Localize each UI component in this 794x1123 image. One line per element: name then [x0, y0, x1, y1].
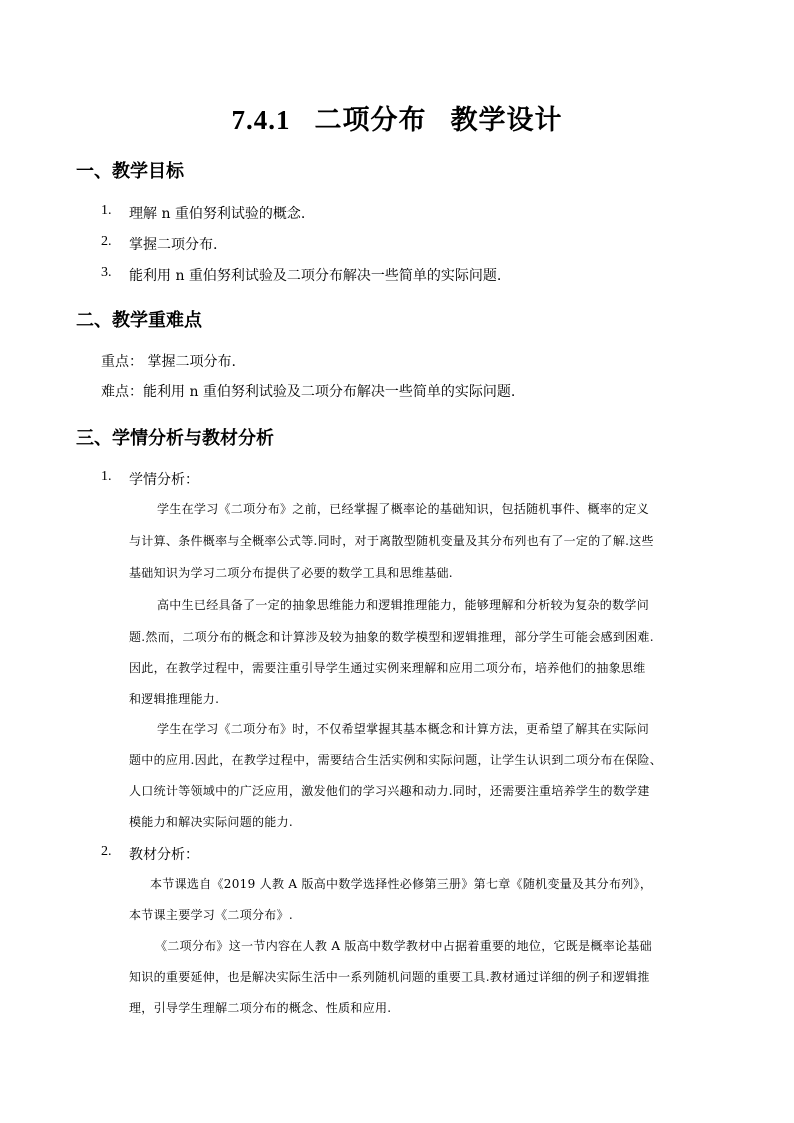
paragraph-line: 《二项分布》这一节内容在人教 A 版高中数学教材中占据着重要的地位，它既是概率论基础: [155, 939, 652, 953]
paragraph-line: 知识的重要延伸，也是解决实际生活中一系列随机问题的重要工具.教材通过详细的例子和逻辑推: [129, 970, 650, 984]
paragraph-line: 理，引导学生理解二项分布的概念、性质和应用.: [129, 1001, 392, 1015]
difficult-point-line: 难点：能利用 n 重伯努利试验及二项分布解决一些简单的实际问题.: [101, 384, 516, 400]
paragraph-line: 本节课选自《2019 人教 A 版高中数学选择性必修第三册》第七章《随机变量及其分布列》，: [150, 877, 653, 891]
paragraph-line: 与计算、条件概率与全概率公式等.同时，对于离散型随机变量及其分布列也有了一定的了解.这些: [129, 534, 654, 548]
paragraph-line: 学生在学习《二项分布》时，不仅希望掌握其基本概念和计算方法，更希望了解其在实际问: [157, 722, 650, 736]
paragraph-line: 学生在学习《二项分布》之前，已经掌握了概率论的基础知识，包括随机事件、概率的定义: [157, 502, 650, 516]
paragraph-line: 题.然而，二项分布的概念和计算涉及较为抽象的数学模型和逻辑推理，部分学生可能会感到困难.: [129, 630, 654, 644]
section-heading-key-points: 二、教学重难点: [76, 310, 202, 331]
paragraph-line: 本节课主要学习《二项分布》.: [129, 908, 294, 922]
list-number: 1.: [101, 203, 112, 218]
subsection-label: 教材分析：: [129, 847, 199, 863]
paragraph-line: 因此，在教学过程中，需要注重引导学生通过实例来理解和应用二项分布，培养他们的抽象思维: [129, 661, 646, 675]
list-number: 2.: [101, 234, 112, 249]
subsection-label: 学情分析：: [129, 472, 199, 488]
paragraph-line: 模能力和解决实际问题的能力.: [129, 815, 294, 829]
paragraph-line: 人口统计等领域中的广泛应用，激发他们的学习兴趣和动力.同时，还需要注重培养学生的数学建: [129, 784, 650, 798]
page-title: [0, 98, 794, 137]
list-item: 能利用 n 重伯努利试验及二项分布解决一些简单的实际问题.: [129, 268, 502, 284]
title-suffix: 教学设计: [450, 105, 563, 136]
section-heading-objectives: 一、教学目标: [76, 161, 184, 182]
list-item: 掌握二项分布.: [129, 237, 218, 253]
list-number: 3.: [101, 265, 112, 280]
paragraph-line: 和逻辑推理能力.: [129, 692, 220, 706]
title-topic: 二项分布: [314, 105, 427, 136]
key-point-line: 重点： 掌握二项分布.: [101, 354, 236, 370]
list-item: 理解 n 重伯努利试验的概念.: [129, 206, 306, 222]
paragraph-line: 基础知识为学习二项分布提供了必要的数学工具和思维基础.: [129, 566, 453, 580]
paragraph-line: 题中的应用.因此，在教学过程中，需要结合生活实例和实际问题，让学生认识到二项分布在保险、: [129, 753, 663, 767]
list-number: 2.: [101, 844, 112, 859]
title-number: 7.4.1: [231, 105, 291, 135]
list-number: 1.: [101, 469, 112, 484]
paragraph-line: 高中生已经具备了一定的抽象思维能力和逻辑推理能力，能够理解和分析较为复杂的数学问: [157, 598, 650, 612]
section-heading-analysis: 三、学情分析与教材分析: [76, 428, 274, 449]
